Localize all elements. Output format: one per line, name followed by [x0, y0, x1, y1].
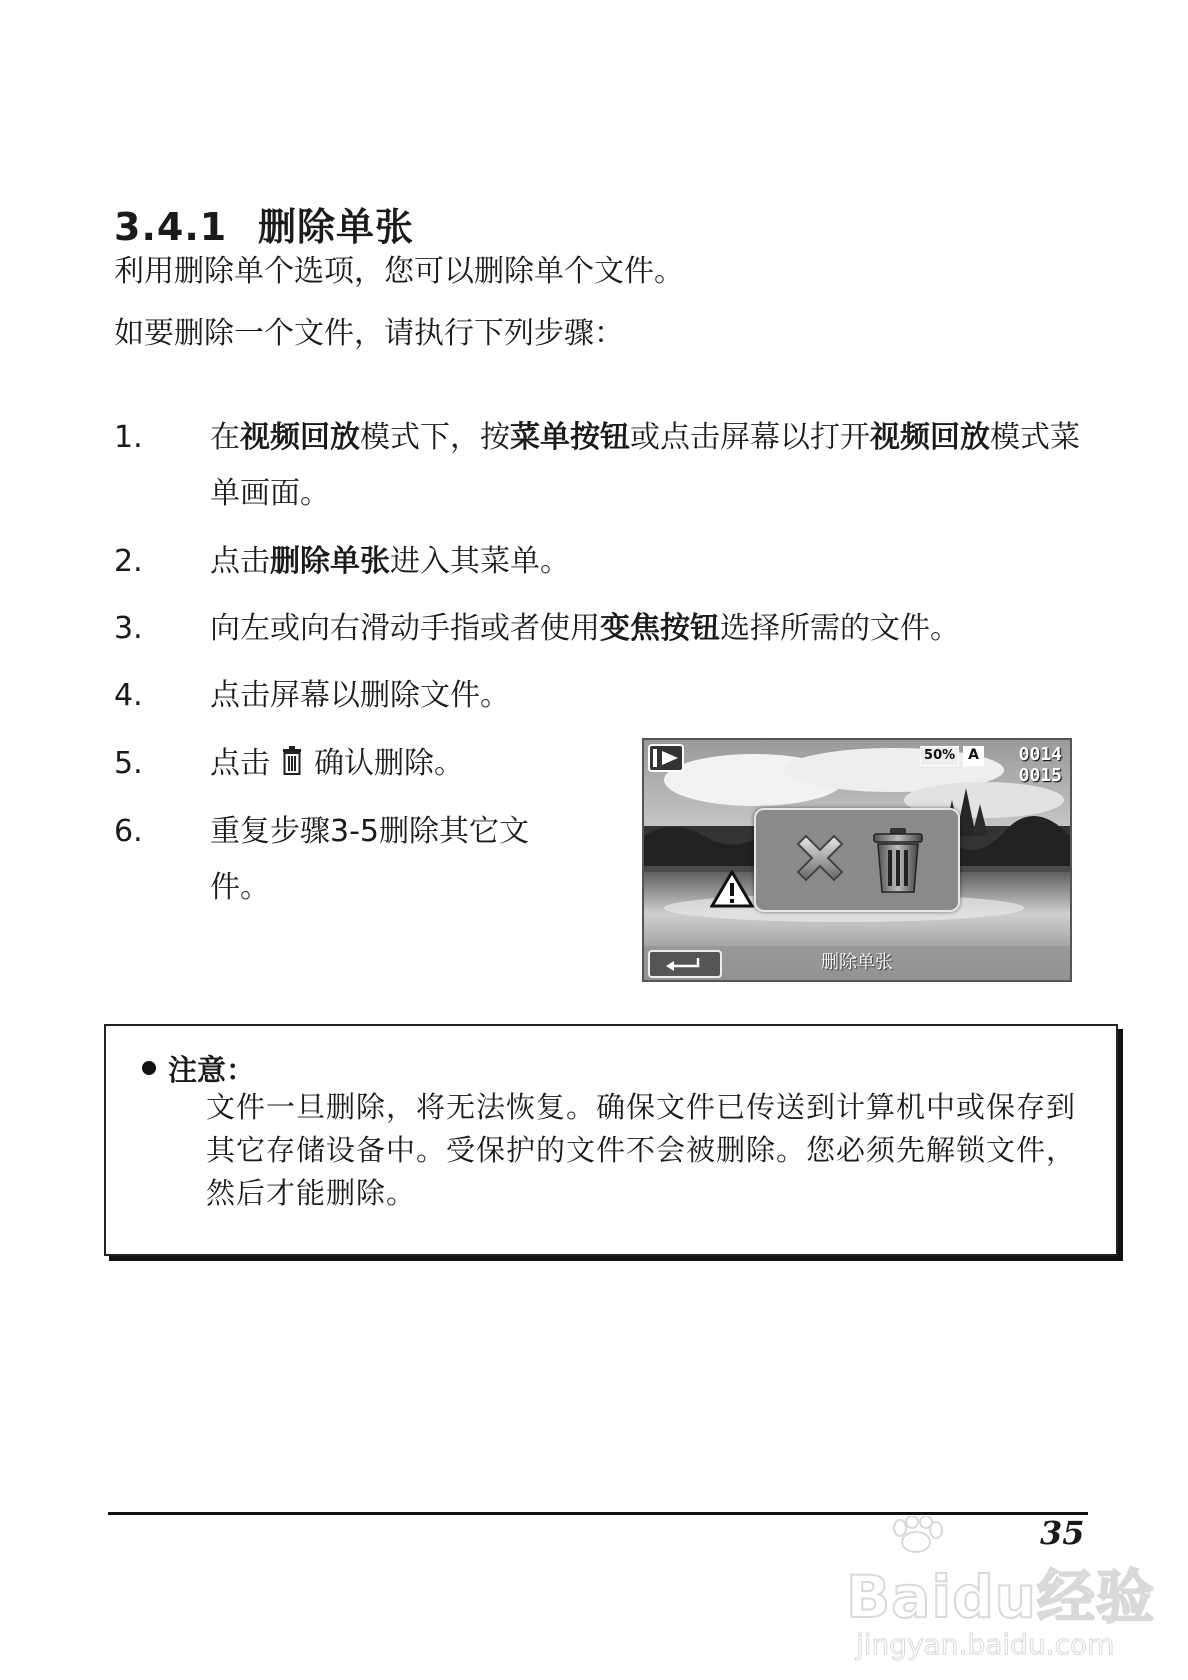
emphasis-delete-single: 删除单张 — [270, 544, 390, 579]
note-box — [104, 1024, 1118, 1256]
step-number: 2. — [114, 544, 143, 579]
emphasis-video-playback: 视频回放 — [240, 420, 360, 455]
section-number: 3.4.1 — [114, 205, 228, 249]
emphasis-video-playback: 视频回放 — [870, 420, 990, 455]
step-text: 点击 确认删除。 — [210, 736, 464, 795]
step-1 — [114, 410, 1104, 522]
step-5 — [114, 736, 614, 792]
section-title: 删除单张 — [258, 205, 415, 249]
note-heading: 注意： — [142, 1048, 255, 1089]
emphasis-zoom-button: 变焦按钮 — [600, 611, 720, 646]
step-text: 点击删除单张进入其菜单。 — [210, 544, 570, 579]
menu-label: 删除单张 — [821, 952, 893, 973]
warning-icon — [710, 870, 754, 912]
status-badges — [920, 746, 984, 766]
step-6 — [114, 804, 614, 916]
step-2 — [114, 534, 1104, 590]
watermark-brand: Baidu经验 — [846, 1563, 1156, 1631]
trash-icon — [862, 824, 934, 896]
bullet-icon — [142, 1061, 156, 1075]
confirm-delete-button[interactable] — [862, 824, 934, 896]
counter-current: 0014 — [1018, 744, 1062, 765]
cancel-button[interactable] — [784, 824, 856, 896]
intro-line-2: 如要删除一个文件，请执行下列步骤： — [114, 316, 624, 351]
step-3 — [114, 601, 1104, 657]
step-number: 1. — [114, 420, 143, 455]
step-number: 4. — [114, 678, 143, 713]
step-text: 在视频回放模式下，按菜单按钮或点击屏幕以打开视频回放模式菜单画面。 — [210, 420, 1080, 511]
step-number: 3. — [114, 611, 143, 646]
note-body: 文件一旦删除，将无法恢复。确保文件已传送到计算机中或保存到其它存储设备中。受保护的文件不会被删除。您必须先解锁文件，然后才能删除。 — [206, 1090, 1077, 1210]
cancel-x-icon — [784, 824, 856, 896]
counter-total: 0015 — [1018, 765, 1062, 786]
mode-badge: A — [963, 746, 984, 766]
step-text: 向左或向右滑动手指或者使用变焦按钮选择所需的文件。 — [210, 611, 960, 646]
video-playback-icon — [648, 744, 684, 776]
camera-bottom-bar — [644, 946, 1070, 980]
step-text: 点击屏幕以删除文件。 — [210, 678, 510, 713]
file-counter — [1019, 744, 1062, 786]
step-number: 5. — [114, 746, 143, 781]
step-4 — [114, 668, 1104, 724]
step-text: 重复步骤3-5删除其它文件。 — [210, 814, 529, 905]
emphasis-menu-button: 菜单按钮 — [510, 420, 630, 455]
page-number: 35 — [1040, 1514, 1085, 1552]
trash-icon — [280, 739, 304, 795]
intro-line-1: 利用删除单个选项，您可以删除单个文件。 — [114, 254, 684, 289]
delete-confirm-dialog — [754, 808, 960, 912]
battery-indicator: 50% — [920, 746, 959, 766]
section-heading — [114, 196, 414, 251]
step-number: 6. — [114, 814, 143, 849]
footer-rule — [108, 1512, 1088, 1515]
camera-screen — [642, 738, 1072, 982]
watermark-url: jingyan.baidu.com — [856, 1628, 1115, 1661]
